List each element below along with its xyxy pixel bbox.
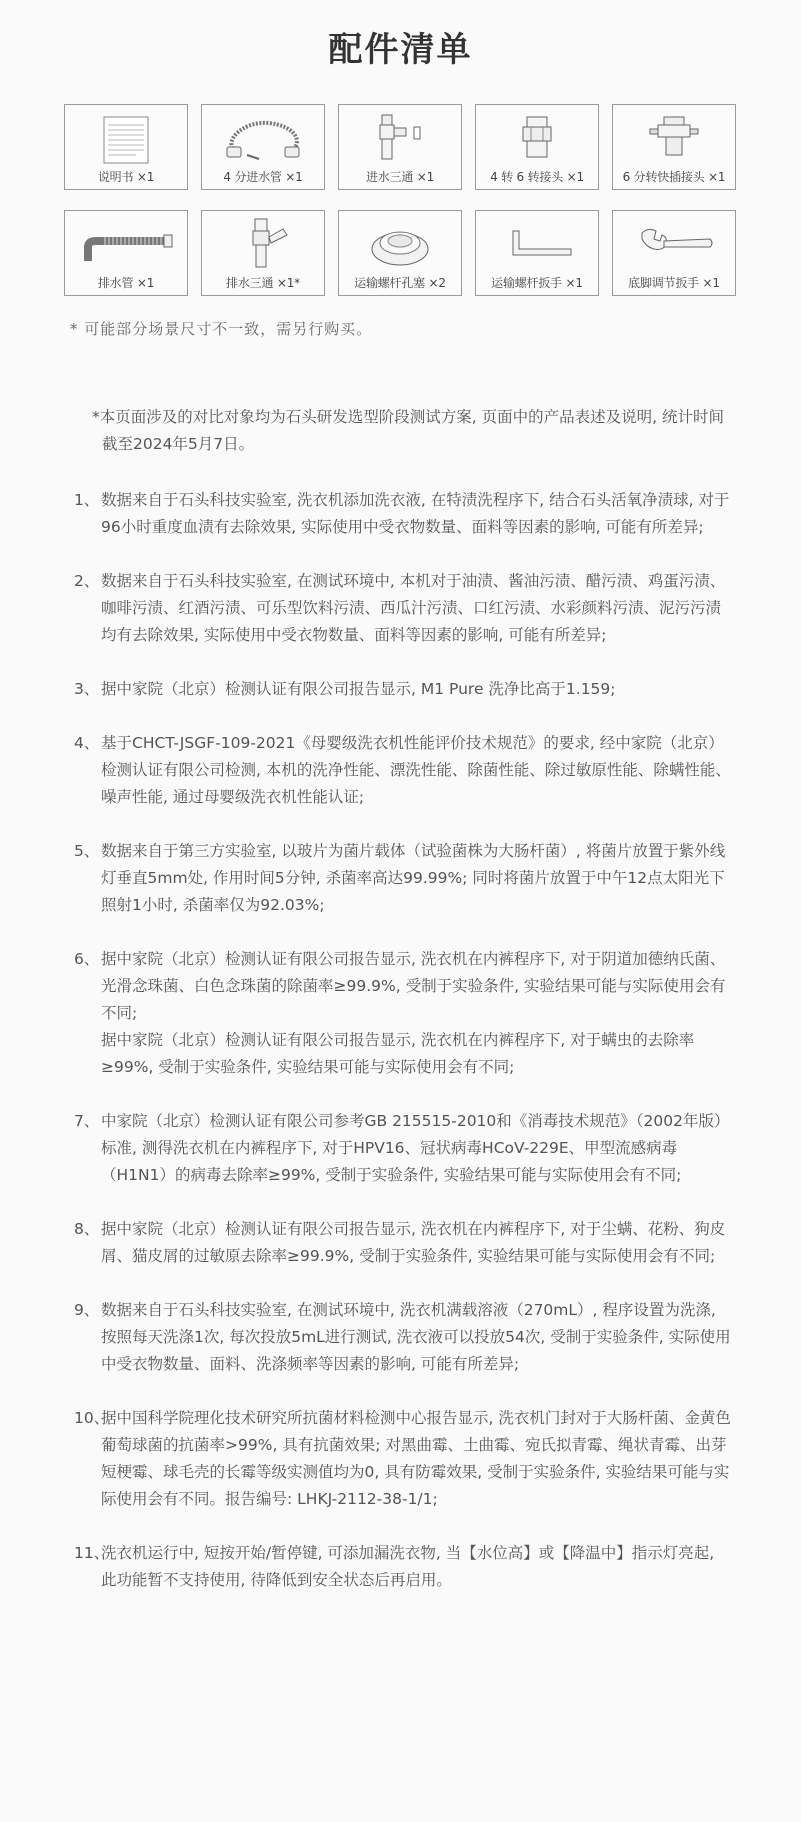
footnote-number: 3、 xyxy=(74,680,100,698)
allen-wrench-icon xyxy=(487,217,587,273)
footnote-text: 中家院（北京）检测认证有限公司参考GB 215515-2010和《消毒技术规范》（2002年版）标准, 测得洗衣机在内裤程序下, 对于HPV16、冠状病毒HCoV-229E、甲型流感病毒（H1N1）的病毒去除率≥99%, 受制于实验条件, 实验结果可能与实际使用会有不同; xyxy=(101,1112,730,1184)
part-card-inlet-hose xyxy=(201,104,325,190)
footnote-text: 据中家院（北京）检测认证有限公司报告显示, 洗衣机在内裤程序下, 对于阴道加德纳氏菌、光滑念珠菌、白色念珠菌的除菌率≥99.9%, 受制于实验条件, 实验结果可能与实际使用会有不同; xyxy=(101,950,726,1022)
drain-tee-icon xyxy=(213,217,313,273)
footnote-item xyxy=(74,487,734,541)
part-label: 运输螺杆扳手 ×1 xyxy=(491,276,583,290)
footnote-number: 8、 xyxy=(74,1220,100,1238)
footnote-text: 据中家院（北京）检测认证有限公司报告显示, 洗衣机在内裤程序下, 对于螨虫的去除率≥99%, 受制于实验条件, 实验结果可能与实际使用会有不同; xyxy=(101,1031,695,1076)
page-title: 配件清单 xyxy=(328,30,473,70)
inlet-tee-icon xyxy=(350,111,450,167)
manual-icon xyxy=(76,111,176,167)
part-label: 排水三通 ×1* xyxy=(226,276,300,290)
footnote-item xyxy=(74,946,734,1081)
footnote-item xyxy=(74,1216,734,1270)
footnote-text: 数据来自于石头科技实验室, 洗衣机添加洗衣液, 在特渍洗程序下, 结合石头活氧净渍球, 对于96小时重度血渍有去除效果, 实际使用中受衣物数量、面料等因素的影响, 可能有所差异; xyxy=(101,491,730,536)
footnote-text: 洗衣机运行中, 短按开始/暂停键, 可添加漏洗衣物, 当【水位高】或【降温中】指示灯亮起, 此功能暂不支持使用, 待降低到安全状态后再启用。 xyxy=(101,1544,715,1589)
parts-grid xyxy=(64,104,736,296)
footnote-number: 5、 xyxy=(74,842,100,860)
part-card-adapter xyxy=(475,104,599,190)
footnote-text: 基于CHCT-JSGF-109-2021《母婴级洗衣机性能评价技术规范》的要求, 经中家院（北京）检测认证有限公司检测, 本机的洗净性能、漂洗性能、除菌性能、除过敏原性能、除螨性能、噪声性能, 通过母婴级洗衣机性能认证; xyxy=(101,734,731,806)
footnote-item xyxy=(74,676,734,703)
quick-connector-icon xyxy=(624,111,724,167)
part-card-bolt-plug xyxy=(338,210,462,296)
part-label: 排水管 ×1 xyxy=(97,276,155,290)
part-card-inlet-tee xyxy=(338,104,462,190)
footnote-text: 据中国科学院理化技术研究所抗菌材料检测中心报告显示, 洗衣机门封对于大肠杆菌、金黄色葡萄球菌的抗菌率>99%, 具有抗菌效果; 对黑曲霉、土曲霉、宛氏拟青霉、绳状青霉、出芽短梗霉、球毛壳的长霉等级实测值均为0, 具有防霉效果, 受制于实验条件, 实验结果可能与实际使用会有不同。报告编号: LHKJ-2112-38-1/1; xyxy=(101,1409,731,1508)
part-label: 进水三通 ×1 xyxy=(365,170,435,184)
footnote-item xyxy=(74,1108,734,1189)
footnote-number: 10、 xyxy=(74,1409,110,1427)
footnote-number: 11、 xyxy=(74,1544,110,1562)
bolt-plug-icon xyxy=(350,217,450,273)
footnote-number: 7、 xyxy=(74,1112,100,1130)
foot-wrench-icon xyxy=(624,217,724,273)
footnote-number: 6、 xyxy=(74,950,100,968)
footnote-text: 数据来自于石头科技实验室, 在测试环境中, 洗衣机满载溶液（270mL）, 程序设置为洗涤, 按照每天洗涤1次, 每次投放5mL进行测试, 洗衣液可以投放54次, 受制于实验条件, 实际使用中受衣物数量、面料、洗涤频率等因素的影响, 可能有所差异; xyxy=(101,1301,731,1373)
footnote-item xyxy=(74,838,734,919)
footnote-number: 4、 xyxy=(74,734,100,752)
part-card-drain-tee xyxy=(201,210,325,296)
footnote-item xyxy=(74,1297,734,1378)
adapter-icon xyxy=(487,111,587,167)
footnote-text: 据中家院（北京）检测认证有限公司报告显示, 洗衣机在内裤程序下, 对于尘螨、花粉、狗皮屑、猫皮屑的过敏原去除率≥99.9%, 受制于实验条件, 实验结果可能与实际使用会有不同; xyxy=(101,1220,726,1265)
drain-hose-icon xyxy=(76,217,176,273)
disclaimer: *本页面涉及的对比对象均为石头研发选型阶段测试方案, 页面中的产品表述及说明, 统计时间截至2024年5月7日。 xyxy=(92,408,724,453)
footnote-number: 1、 xyxy=(74,491,100,509)
footnote-text: 据中家院（北京）检测认证有限公司报告显示, M1 Pure 洗净比高于1.159; xyxy=(101,680,616,698)
part-card-drain-hose xyxy=(64,210,188,296)
footnote-list xyxy=(74,487,734,1621)
footnote-number: 2、 xyxy=(74,572,100,590)
part-card-foot-wrench xyxy=(612,210,736,296)
footnote-number: 9、 xyxy=(74,1301,100,1319)
size-note: * 可能部分场景尺寸不一致，需另行购买。 xyxy=(70,320,373,338)
footnote-item xyxy=(74,568,734,649)
part-label: 4 分进水管 ×1 xyxy=(223,170,303,184)
footnote-text: 数据来自于第三方实验室, 以玻片为菌片载体（试验菌株为大肠杆菌）, 将菌片放置于紫外线灯垂直5mm处, 作用时间5分钟, 杀菌率高达99.99%; 同时将菌片放置于中午12点太阳光下照射1小时, 杀菌率仅为92.03%; xyxy=(101,842,726,914)
part-card-manual xyxy=(64,104,188,190)
part-label: 说明书 ×1 xyxy=(97,170,155,184)
part-label: 4 转 6 转接头 ×1 xyxy=(490,170,584,184)
part-label: 运输螺杆孔塞 ×2 xyxy=(354,276,446,290)
part-card-quick-connector xyxy=(612,104,736,190)
part-label: 底脚调节扳手 ×1 xyxy=(628,276,720,290)
footnote-text: 数据来自于石头科技实验室, 在测试环境中, 本机对于油渍、酱油污渍、醋污渍、鸡蛋污渍、咖啡污渍、红酒污渍、可乐型饮料污渍、西瓜汁污渍、口红污渍、水彩颜料污渍、泥污污渍均有去除效果, 实际使用中受衣物数量、面料等因素的影响, 可能有所差异; xyxy=(101,572,726,644)
part-label: 6 分转快插接头 ×1 xyxy=(622,170,726,184)
inlet-hose-icon xyxy=(213,111,313,167)
part-card-allen-wrench xyxy=(475,210,599,296)
footnote-item xyxy=(74,730,734,811)
footnote-item xyxy=(74,1405,734,1513)
footnote-item xyxy=(74,1540,734,1594)
